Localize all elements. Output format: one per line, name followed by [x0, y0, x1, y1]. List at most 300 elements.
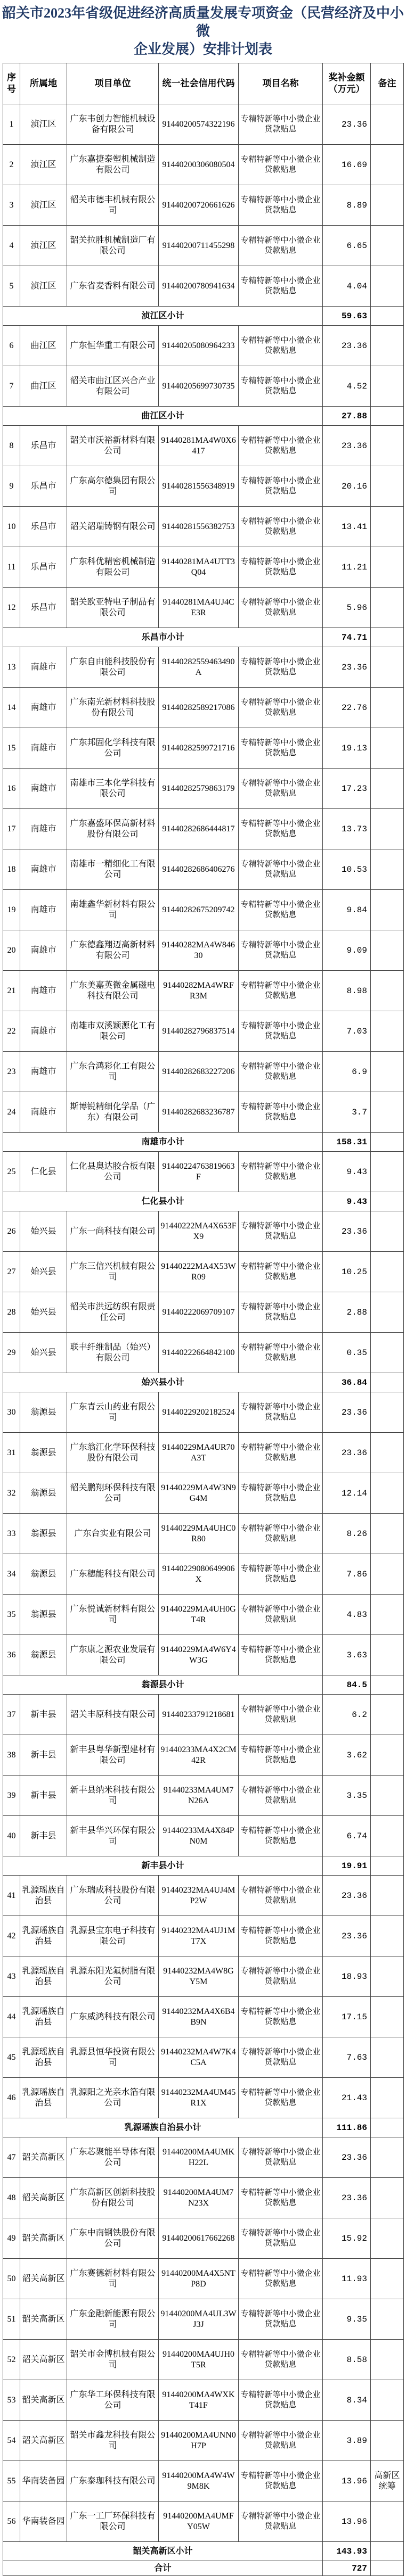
row-amount: 13.96	[323, 2461, 371, 2501]
row-number: 54	[3, 2421, 20, 2461]
row-project: 专精特新等中小微企业贷款贴息	[239, 1816, 323, 1856]
row-unit: 广东合鸿彩化工有限公司	[67, 1052, 159, 1092]
row-project: 专精特新等中小微企业贷款贴息	[239, 1997, 323, 2037]
row-region: 乳源瑶族自治县	[20, 1916, 67, 1956]
row-unit: 广东嘉盛环保高新材料股份有限公司	[67, 809, 159, 849]
subtotal-amount: 143.93	[323, 2542, 371, 2561]
subtotal-note	[371, 1133, 404, 1152]
subtotal-amount: 158.31	[323, 1133, 371, 1152]
row-note	[371, 1333, 404, 1373]
table-row	[3, 266, 404, 307]
row-note	[371, 647, 404, 688]
row-number: 56	[3, 2501, 20, 2542]
row-project: 专精特新等中小微企业贷款贴息	[239, 547, 323, 588]
row-amount: 16.69	[323, 145, 371, 185]
total-label: 合计	[3, 2561, 323, 2576]
table-row	[3, 466, 404, 507]
row-project: 专精特新等中小微企业贷款贴息	[239, 2299, 323, 2340]
row-project: 专精特新等中小微企业贷款贴息	[239, 1392, 323, 1433]
row-number: 50	[3, 2259, 20, 2299]
row-region: 翁源县	[20, 1433, 67, 1473]
table-row	[3, 507, 404, 547]
subtotal-note	[371, 307, 404, 326]
table-row	[3, 1211, 404, 1252]
table-row	[3, 1776, 404, 1816]
row-region: 南雄市	[20, 971, 67, 1011]
row-unit: 仁化县奥达胶合板有限公司	[67, 1152, 159, 1192]
total-amount: 727	[323, 2561, 371, 2576]
row-credit-code: 91440282686406276	[159, 849, 239, 890]
row-number: 25	[3, 1152, 20, 1192]
table-row	[3, 104, 404, 145]
row-amount: 11.93	[323, 2259, 371, 2299]
table-row	[3, 2178, 404, 2218]
row-note	[371, 145, 404, 185]
row-unit: 广东一尚科技有限公司	[67, 1211, 159, 1252]
funding-plan-table	[3, 63, 404, 2576]
row-credit-code: 91440282683236787	[159, 1092, 239, 1133]
subtotal-label: 乳源瑶族自治县小计	[3, 2118, 323, 2137]
row-credit-code: 91440200MA4UNN0H7P	[159, 2421, 239, 2461]
row-amount: 15.92	[323, 2218, 371, 2259]
row-unit: 广东威鸿科技有限公司	[67, 1997, 159, 2037]
row-number: 8	[3, 426, 20, 466]
row-credit-code: 91440282683227206	[159, 1052, 239, 1092]
row-unit: 韶关市洪远纺织有限责任公司	[67, 1292, 159, 1333]
row-project: 专精特新等中小微企业贷款贴息	[239, 588, 323, 628]
row-unit: 广东自由能科技股份有限公司	[67, 647, 159, 688]
row-region: 翁源县	[20, 1514, 67, 1554]
row-region: 乐昌市	[20, 466, 67, 507]
row-project: 专精特新等中小微企业贷款贴息	[239, 1916, 323, 1956]
row-unit: 广东穗能科技有限公司	[67, 1554, 159, 1595]
row-project: 专精特新等中小微企业贷款贴息	[239, 145, 323, 185]
subtotal-label: 翁源县小计	[3, 1675, 323, 1695]
row-region: 南雄市	[20, 809, 67, 849]
row-unit: 斯博锐精细化学品（广东）有限公司	[67, 1092, 159, 1133]
row-credit-code: 91440222MA4X653FX9	[159, 1211, 239, 1252]
row-credit-code: 91440200MA4UMKH22L	[159, 2137, 239, 2178]
row-project: 专精特新等中小微企业贷款贴息	[239, 1735, 323, 1776]
table-row	[3, 1433, 404, 1473]
row-region: 南雄市	[20, 1052, 67, 1092]
row-region: 南雄市	[20, 1011, 67, 1052]
row-credit-code: 91440233MA4UM7N26A	[159, 1776, 239, 1816]
row-unit: 南雄市三本化学科技有限公司	[67, 769, 159, 809]
subtotal-note	[371, 1192, 404, 1211]
subtotal-note	[371, 1675, 404, 1695]
row-amount: 13.41	[323, 507, 371, 547]
row-region: 乐昌市	[20, 588, 67, 628]
title-line-2: 企业发展）安排计划表	[133, 42, 272, 57]
subtotal-row	[3, 1133, 404, 1152]
table-row	[3, 185, 404, 226]
row-number: 9	[3, 466, 20, 507]
row-amount: 23.36	[323, 2178, 371, 2218]
row-note	[371, 1695, 404, 1735]
row-project: 专精特新等中小微企业贷款贴息	[239, 849, 323, 890]
row-amount: 23.36	[323, 647, 371, 688]
row-note	[371, 507, 404, 547]
row-note	[371, 2340, 404, 2380]
table-row	[3, 1816, 404, 1856]
table-body	[3, 104, 404, 2561]
row-region: 始兴县	[20, 1211, 67, 1252]
subtotal-row	[3, 1373, 404, 1392]
row-credit-code: 91440200MA4X5NTP8D	[159, 2259, 239, 2299]
row-number: 43	[3, 1956, 20, 1997]
row-number: 30	[3, 1392, 20, 1433]
row-amount: 12.14	[323, 1473, 371, 1514]
table-row	[3, 2078, 404, 2118]
subtotal-row	[3, 1675, 404, 1695]
row-amount: 8.34	[323, 2380, 371, 2421]
row-unit: 南雄鑫华新材料有限公司	[67, 890, 159, 930]
row-unit: 乳源县宝东电子科技有限公司	[67, 1916, 159, 1956]
row-unit: 韶关市鑫龙科技有限公司	[67, 2421, 159, 2461]
row-project: 专精特新等中小微企业贷款贴息	[239, 1052, 323, 1092]
row-region: 新丰县	[20, 1735, 67, 1776]
row-amount: 8.89	[323, 185, 371, 226]
header-unit: 项目单位	[67, 63, 159, 104]
row-unit: 广东韦创力智能机械设备有限公司	[67, 104, 159, 145]
row-unit: 广东泰珈科技有限公司	[67, 2461, 159, 2501]
row-unit: 广东恒华重工有限公司	[67, 326, 159, 366]
row-note	[371, 1292, 404, 1333]
row-number: 3	[3, 185, 20, 226]
row-note	[371, 1473, 404, 1514]
row-number: 32	[3, 1473, 20, 1514]
row-credit-code: 91440200720661626	[159, 185, 239, 226]
row-unit: 韶关市德丰机械有限公司	[67, 185, 159, 226]
row-number: 6	[3, 326, 20, 366]
row-credit-code: 91440281556348919	[159, 466, 239, 507]
table-row	[3, 2259, 404, 2299]
row-region: 始兴县	[20, 1292, 67, 1333]
row-unit: 韶关丰原科技有限公司	[67, 1695, 159, 1735]
row-number: 45	[3, 2037, 20, 2078]
row-project: 专精特新等中小微企业贷款贴息	[239, 1211, 323, 1252]
row-unit: 广东瑞成科技股份有限公司	[67, 1876, 159, 1916]
header-project: 项目名称	[239, 63, 323, 104]
row-project: 专精特新等中小微企业贷款贴息	[239, 1011, 323, 1052]
row-note	[371, 1816, 404, 1856]
row-project: 专精特新等中小微企业贷款贴息	[239, 1433, 323, 1473]
row-region: 翁源县	[20, 1392, 67, 1433]
row-credit-code: 91440282579863179	[159, 769, 239, 809]
subtotal-amount: 19.91	[323, 1856, 371, 1876]
table-row	[3, 1735, 404, 1776]
row-number: 41	[3, 1876, 20, 1916]
table-row	[3, 2340, 404, 2380]
row-project: 专精特新等中小微企业贷款贴息	[239, 1595, 323, 1635]
table-row	[3, 1092, 404, 1133]
total-note	[371, 2561, 404, 2576]
row-amount: 4.83	[323, 1595, 371, 1635]
row-unit: 广东美嘉英微金属磁电科技有限公司	[67, 971, 159, 1011]
row-note	[371, 1876, 404, 1916]
table-row	[3, 2137, 404, 2178]
row-project: 专精特新等中小微企业贷款贴息	[239, 1333, 323, 1373]
row-project: 专精特新等中小微企业贷款贴息	[239, 930, 323, 971]
row-note	[371, 226, 404, 266]
row-credit-code: 91440200306080504	[159, 145, 239, 185]
row-project: 专精特新等中小微企业贷款贴息	[239, 2421, 323, 2461]
table-row	[3, 1956, 404, 1997]
row-number: 12	[3, 588, 20, 628]
row-credit-code: 91440232MA4UM45R1X	[159, 2078, 239, 2118]
row-amount: 23.36	[323, 1211, 371, 1252]
table-row	[3, 1292, 404, 1333]
row-project: 专精特新等中小微企业贷款贴息	[239, 226, 323, 266]
table-row	[3, 890, 404, 930]
row-project: 专精特新等中小微企业贷款贴息	[239, 426, 323, 466]
row-number: 36	[3, 1635, 20, 1675]
row-amount: 4.52	[323, 366, 371, 407]
row-credit-code: 91440282599721716	[159, 728, 239, 769]
table-row	[3, 971, 404, 1011]
row-region: 翁源县	[20, 1473, 67, 1514]
row-project: 专精特新等中小微企业贷款贴息	[239, 1776, 323, 1816]
subtotal-label: 南雄市小计	[3, 1133, 323, 1152]
subtotal-note	[371, 407, 404, 426]
row-unit: 广东芯聚能半导体有限公司	[67, 2137, 159, 2178]
row-project: 专精特新等中小微企业贷款贴息	[239, 1252, 323, 1292]
row-note	[371, 728, 404, 769]
table-row	[3, 547, 404, 588]
row-region: 新丰县	[20, 1695, 67, 1735]
row-project: 专精特新等中小微企业贷款贴息	[239, 1635, 323, 1675]
row-note	[371, 1776, 404, 1816]
row-region: 新丰县	[20, 1776, 67, 1816]
row-credit-code: 91440200MA4UJH0T5R	[159, 2340, 239, 2380]
row-amount: 7.03	[323, 1011, 371, 1052]
row-number: 42	[3, 1916, 20, 1956]
row-amount: 23.36	[323, 1916, 371, 1956]
subtotal-note	[371, 1856, 404, 1876]
row-region: 华南装备园	[20, 2501, 67, 2542]
row-region: 南雄市	[20, 688, 67, 728]
row-number: 27	[3, 1252, 20, 1292]
table-row	[3, 145, 404, 185]
row-note	[371, 1595, 404, 1635]
row-project: 专精特新等中小微企业贷款贴息	[239, 688, 323, 728]
row-credit-code: 91440282MA4W84630	[159, 930, 239, 971]
row-project: 专精特新等中小微企业贷款贴息	[239, 2137, 323, 2178]
row-credit-code: 91440222069709107	[159, 1292, 239, 1333]
row-credit-code: 91440200MA4UMFY05W	[159, 2501, 239, 2542]
table-header-row	[3, 63, 404, 104]
row-amount: 23.36	[323, 1876, 371, 1916]
row-region: 华南装备园	[20, 2461, 67, 2501]
row-credit-code: 91440200574322196	[159, 104, 239, 145]
row-note	[371, 2299, 404, 2340]
row-project: 专精特新等中小微企业贷款贴息	[239, 1956, 323, 1997]
row-credit-code: 91440282MA4WRFR3M	[159, 971, 239, 1011]
row-region: 乐昌市	[20, 426, 67, 466]
row-region: 乐昌市	[20, 507, 67, 547]
table-row	[3, 1997, 404, 2037]
row-region: 韶关高新区	[20, 2137, 67, 2178]
table-row	[3, 1916, 404, 1956]
row-number: 10	[3, 507, 20, 547]
table-row	[3, 2421, 404, 2461]
row-note	[371, 266, 404, 307]
subtotal-label: 仁化县小计	[3, 1192, 323, 1211]
row-project: 专精特新等中小微企业贷款贴息	[239, 1876, 323, 1916]
row-unit: 联丰纤维制品（始兴）有限公司	[67, 1333, 159, 1373]
table-row	[3, 647, 404, 688]
row-credit-code: 91440229MA4UR70A3T	[159, 1433, 239, 1473]
row-amount: 9.84	[323, 890, 371, 930]
row-note	[371, 809, 404, 849]
subtotal-amount: 74.71	[323, 628, 371, 647]
row-region: 仁化县	[20, 1152, 67, 1192]
row-project: 专精特新等中小微企业贷款贴息	[239, 647, 323, 688]
table-row	[3, 326, 404, 366]
table-row	[3, 426, 404, 466]
row-credit-code: 91440229202182524	[159, 1392, 239, 1433]
row-credit-code: 91440282675209742	[159, 890, 239, 930]
row-amount: 23.36	[323, 104, 371, 145]
row-number: 47	[3, 2137, 20, 2178]
row-note	[371, 2137, 404, 2178]
row-note	[371, 2078, 404, 2118]
row-note	[371, 2421, 404, 2461]
row-project: 专精特新等中小微企业贷款贴息	[239, 2218, 323, 2259]
row-project: 专精特新等中小微企业贷款贴息	[239, 466, 323, 507]
row-unit: 广东青云山药业有限公司	[67, 1392, 159, 1433]
row-project: 专精特新等中小微企业贷款贴息	[239, 971, 323, 1011]
row-number: 4	[3, 226, 20, 266]
row-note	[371, 2380, 404, 2421]
subtotal-row	[3, 307, 404, 326]
row-note	[371, 849, 404, 890]
table-row	[3, 1473, 404, 1514]
row-region: 南雄市	[20, 930, 67, 971]
row-unit: 广东高新区创新科技股份有限公司	[67, 2178, 159, 2218]
row-unit: 韶关欧亚特电子制品有限公司	[67, 588, 159, 628]
row-credit-code: 91440205699730735	[159, 366, 239, 407]
row-project: 专精特新等中小微企业贷款贴息	[239, 728, 323, 769]
row-amount: 3.62	[323, 1735, 371, 1776]
row-number: 22	[3, 1011, 20, 1052]
row-number: 33	[3, 1514, 20, 1554]
row-amount: 13.96	[323, 2501, 371, 2542]
row-credit-code: 91440200780941634	[159, 266, 239, 307]
row-project: 专精特新等中小微企业贷款贴息	[239, 104, 323, 145]
row-amount: 5.96	[323, 588, 371, 628]
row-region: 韶关高新区	[20, 2340, 67, 2380]
header-no: 序号	[3, 63, 20, 104]
row-region: 新丰县	[20, 1816, 67, 1856]
row-note	[371, 1554, 404, 1595]
subtotal-row	[3, 2542, 404, 2561]
row-amount: 18.93	[323, 1956, 371, 1997]
row-note	[371, 426, 404, 466]
table-row	[3, 728, 404, 769]
row-amount: 8.26	[323, 1514, 371, 1554]
row-credit-code: 91440200MA4W4W9M8K	[159, 2461, 239, 2501]
row-number: 7	[3, 366, 20, 407]
table-row	[3, 1514, 404, 1554]
row-region: 南雄市	[20, 769, 67, 809]
row-amount: 6.65	[323, 226, 371, 266]
row-credit-code: 91440232MA4UJ4MP2W	[159, 1876, 239, 1916]
subtotal-amount: 27.88	[323, 407, 371, 426]
row-number: 52	[3, 2340, 20, 2380]
row-amount: 9.09	[323, 930, 371, 971]
row-note	[371, 2178, 404, 2218]
row-amount: 23.36	[323, 426, 371, 466]
row-credit-code: 91440200MA4UL3WJ3J	[159, 2299, 239, 2340]
row-note	[371, 769, 404, 809]
subtotal-note	[371, 2542, 404, 2561]
row-amount: 6.74	[323, 1816, 371, 1856]
row-credit-code: 91440232MA4X6B4B9N	[159, 1997, 239, 2037]
row-unit: 广东台实业有限公司	[67, 1514, 159, 1554]
subtotal-label: 曲江区小计	[3, 407, 323, 426]
row-credit-code: 91440233MA4X84PN0M	[159, 1816, 239, 1856]
row-region: 始兴县	[20, 1252, 67, 1292]
table-row	[3, 809, 404, 849]
row-region: 翁源县	[20, 1635, 67, 1675]
row-credit-code: 91440282686444817	[159, 809, 239, 849]
row-credit-code: 91440281MA4W0X6417	[159, 426, 239, 466]
subtotal-label: 浈江区小计	[3, 307, 323, 326]
row-note	[371, 1052, 404, 1092]
row-number: 51	[3, 2299, 20, 2340]
row-number: 35	[3, 1595, 20, 1635]
row-note	[371, 547, 404, 588]
row-unit: 广东一工厂环保科技有限公司	[67, 2501, 159, 2542]
row-credit-code: 91440281556382753	[159, 507, 239, 547]
row-credit-code: 91440200MA4UM7N23X	[159, 2178, 239, 2218]
row-number: 23	[3, 1052, 20, 1092]
table-row	[3, 1052, 404, 1092]
row-unit: 广东翁江化学环保科技股份有限公司	[67, 1433, 159, 1473]
row-note	[371, 1997, 404, 2037]
row-number: 26	[3, 1211, 20, 1252]
row-unit: 乳源阳之光亲水箔有限公司	[67, 2078, 159, 2118]
row-credit-code: 91440232MA4W7K4C5A	[159, 2037, 239, 2078]
row-number: 53	[3, 2380, 20, 2421]
document-title	[0, 0, 406, 63]
table-row	[3, 1152, 404, 1192]
row-region: 韶关高新区	[20, 2380, 67, 2421]
row-amount: 20.16	[323, 466, 371, 507]
row-note	[371, 1635, 404, 1675]
row-amount: 2.88	[323, 1292, 371, 1333]
row-unit: 韶关鹏翔环保科技有限公司	[67, 1473, 159, 1514]
row-number: 24	[3, 1092, 20, 1133]
row-unit: 广东中南钢铁股份有限公司	[67, 2218, 159, 2259]
row-region: 韶关高新区	[20, 2259, 67, 2299]
subtotal-row	[3, 2118, 404, 2137]
row-number: 1	[3, 104, 20, 145]
row-region: 南雄市	[20, 728, 67, 769]
row-region: 浈江区	[20, 266, 67, 307]
row-number: 5	[3, 266, 20, 307]
row-note	[371, 1433, 404, 1473]
table-row	[3, 1011, 404, 1052]
row-unit: 广东科优精密机械制造有限公司	[67, 547, 159, 588]
row-note	[371, 1392, 404, 1433]
row-number: 44	[3, 1997, 20, 2037]
row-unit: 韶关市金博机械有限公司	[67, 2340, 159, 2380]
row-unit: 广东德鑫翔迈高新材料有限公司	[67, 930, 159, 971]
row-credit-code: 91440229MA4W6Y4W3G	[159, 1635, 239, 1675]
